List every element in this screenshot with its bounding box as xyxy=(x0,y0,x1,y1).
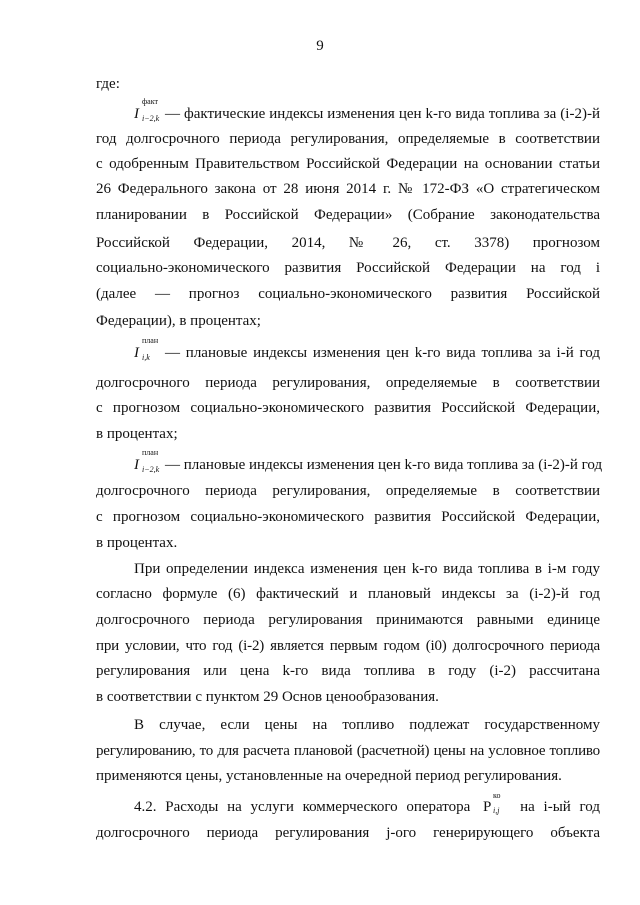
definition-fact-line-1: I факт i−2,k — фактические индексы изменения цен k-го вида топлива за (i-2)-й xyxy=(134,97,600,123)
paragraph-index-line-2: согласно формуле (6) фактический и плановый индексы за (i-2)-й год xyxy=(96,586,600,602)
definition-plan-i-line-4: в процентах; xyxy=(96,426,178,442)
definition-fact-line-3: с одобренным Правительством Российской Федерации на основании статьи xyxy=(96,156,600,172)
paragraph-regulation-line-2: регулированию, то для расчета плановой (расчетной) цены на условное топливо xyxy=(96,743,600,759)
page-number: 9 xyxy=(316,38,324,54)
paragraph-index-line-6: в соответствии с пунктом 29 Основ ценообразования. xyxy=(96,689,439,705)
paragraph-index-line-1: При определении индекса изменения цен k-го вида топлива в i-м году xyxy=(134,561,600,577)
paragraph-index-line-5: регулирования или цена k-го вида топлива в году (i-2) рассчитана xyxy=(96,663,600,679)
symbol-i-fact: I факт i−2,k xyxy=(134,97,160,123)
definition-plan-i2-line-1: I план i−2,k — плановые индексы изменения цен k-го вида топлива за (i-2)-й год xyxy=(134,448,603,474)
definition-plan-i2-line-2: долгосрочного периода регулирования, определяемые в соответствии xyxy=(96,483,600,499)
paragraph-regulation-line-1: В случае, если цены на топливо подлежат государственному xyxy=(134,717,600,733)
definition-plan-i2-line-4: в процентах. xyxy=(96,535,178,551)
symbol-i-plan-current: I план i,k xyxy=(134,336,159,362)
definition-fact-line-5: планировании в Российской Федерации» (Собрание законодательства xyxy=(96,207,600,223)
paragraph-index-line-4: при условии, что год (i-2) является первым годом (i0) долгосрочного периода xyxy=(96,638,600,654)
definition-fact-line-2: год долгосрочного периода регулирования, определяемые в соответствии xyxy=(96,131,600,147)
definition-fact-line-6: Российской Федерации, 2014, № 26, ст. 3378) прогнозом xyxy=(96,235,600,251)
paragraph-commercial-operator-line-1: 4.2. Расходы на услуги коммерческого оператора P ко i,j на i-ый год xyxy=(134,791,601,815)
paragraph-index-line-3: долгосрочного периода регулирования принимаются равными единице xyxy=(96,612,600,628)
definition-fact-line-4: 26 Федерального закона от 28 июня 2014 г. № 172-ФЗ «О стратегическом xyxy=(96,181,600,197)
paragraph-regulation-line-3: применяются цены, установленные на очередной период регулирования. xyxy=(96,768,562,784)
definition-plan-i-line-2: долгосрочного периода регулирования, определяемые в соответствии xyxy=(96,375,600,391)
definition-fact-line-8: (далее — прогноз социально-экономического развития Российской xyxy=(96,286,600,302)
definition-plan-i-line-3: с прогнозом социально-экономического развития Российской Федерации, xyxy=(96,400,600,416)
symbol-r-ko: P ко i,j xyxy=(483,791,501,815)
definition-plan-i2-line-3: с прогнозом социально-экономического развития Российской Федерации, xyxy=(96,509,600,525)
definition-fact-line-7: социально-экономического развития Российской Федерации на год i xyxy=(96,260,600,276)
where-label: где: xyxy=(96,76,120,92)
definition-fact-line-9: Федерации), в процентах; xyxy=(96,313,261,329)
definition-plan-i-line-1: I план i,k — плановые индексы изменения цен k-го вида топлива за i-й год xyxy=(134,336,600,362)
paragraph-commercial-operator-line-2: долгосрочного периода регулирования j-ого генерирующего объекта xyxy=(96,825,600,841)
symbol-i-plan-previous: I план i−2,k xyxy=(134,448,160,474)
